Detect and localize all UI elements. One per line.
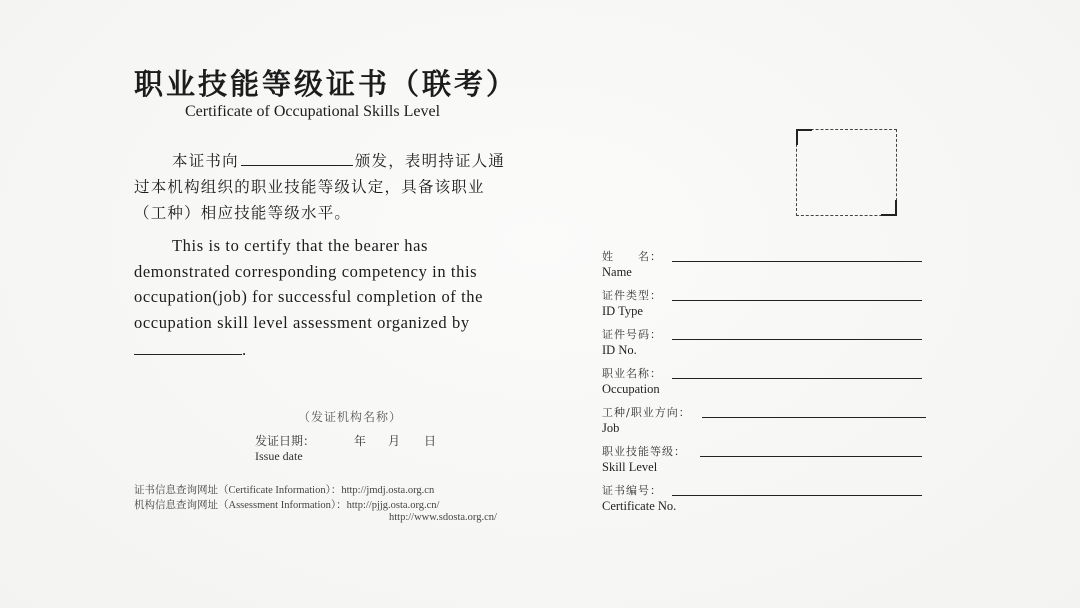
footer-certificate-info bbox=[134, 482, 434, 497]
field-label-zh: 证件类型： bbox=[602, 289, 662, 302]
english-statement bbox=[134, 233, 534, 363]
field-certificate-no bbox=[602, 482, 932, 514]
field-underline bbox=[672, 261, 922, 262]
field-label-en: ID Type bbox=[602, 304, 643, 318]
field-label-en: Occupation bbox=[602, 382, 660, 396]
footer-label: 机构信息查询网址（Assessment Information）： bbox=[134, 500, 347, 511]
field-underline bbox=[702, 417, 926, 418]
field-label-zh: 姓 名： bbox=[602, 250, 662, 263]
en-line2: demonstrated corresponding competency in this bbox=[134, 261, 478, 281]
en-line4: occupation skill level assessment organized by bbox=[134, 312, 470, 332]
field-name bbox=[602, 248, 932, 280]
footer-extra-url bbox=[389, 512, 497, 523]
footer-label: 证书信息查询网址（Certificate Information）： bbox=[134, 485, 342, 496]
issue-year-label: 年 bbox=[354, 434, 367, 448]
field-label-en: Certificate No. bbox=[602, 499, 677, 513]
footer-url[interactable]: http://jmdj.osta.org.cn bbox=[341, 485, 435, 496]
field-underline bbox=[672, 378, 922, 379]
photo-placeholder-box bbox=[796, 129, 897, 216]
certificate-title-en: Certificate of Occupational Skills Level bbox=[185, 103, 441, 120]
en-line3: occupation(job) for successful completion of the bbox=[134, 287, 484, 306]
field-label-en: Name bbox=[602, 265, 632, 279]
field-label-zh: 工种/职业方向： bbox=[602, 406, 691, 419]
en-line1: This is to certify that the bearer has bbox=[172, 236, 429, 255]
field-label-zh: 职业技能等级： bbox=[602, 445, 686, 458]
field-underline bbox=[700, 456, 922, 457]
en-line5-end: . bbox=[242, 340, 247, 359]
issue-day-label: 日 bbox=[424, 434, 437, 448]
footer-assessment-info bbox=[134, 497, 439, 512]
field-job bbox=[602, 404, 932, 436]
field-label-zh: 职业名称： bbox=[602, 367, 662, 380]
issue-date-label-en: Issue date bbox=[255, 449, 303, 463]
field-id-no bbox=[602, 326, 932, 358]
recipient-blank bbox=[241, 152, 353, 166]
zh-line1-start: 本证书向 bbox=[172, 152, 239, 170]
field-underline bbox=[672, 300, 922, 301]
field-occupation bbox=[602, 365, 932, 397]
certificate-title-zh: 职业技能等级证书（联考） bbox=[134, 67, 519, 101]
field-underline bbox=[672, 495, 922, 496]
chinese-statement bbox=[134, 148, 539, 226]
issuer-name-placeholder: （发证机构名称） bbox=[298, 410, 403, 424]
zh-line1-end: 颁发，表明持证人通 bbox=[354, 152, 506, 170]
footer-url[interactable]: http://www.sdosta.org.cn/ bbox=[389, 512, 497, 523]
issue-month-label: 月 bbox=[388, 434, 401, 448]
footer-url[interactable]: http://pjjg.osta.org.cn/ bbox=[346, 500, 440, 511]
field-label-zh: 证书编号： bbox=[602, 484, 662, 497]
zh-line3: （工种）相应技能等级水平。 bbox=[134, 204, 352, 222]
field-underline bbox=[672, 339, 922, 340]
field-label-en: ID No. bbox=[602, 343, 637, 357]
organizer-blank bbox=[134, 343, 242, 355]
field-label-en: Skill Level bbox=[602, 460, 658, 474]
field-id-type bbox=[602, 287, 932, 319]
field-label-zh: 证件号码： bbox=[602, 328, 662, 341]
field-skill-level bbox=[602, 443, 932, 475]
issue-date-label-zh: 发证日期： bbox=[255, 434, 316, 448]
field-label-en: Job bbox=[602, 421, 620, 435]
zh-line2: 过本机构组织的职业技能等级认定，具备该职业 bbox=[134, 178, 485, 196]
